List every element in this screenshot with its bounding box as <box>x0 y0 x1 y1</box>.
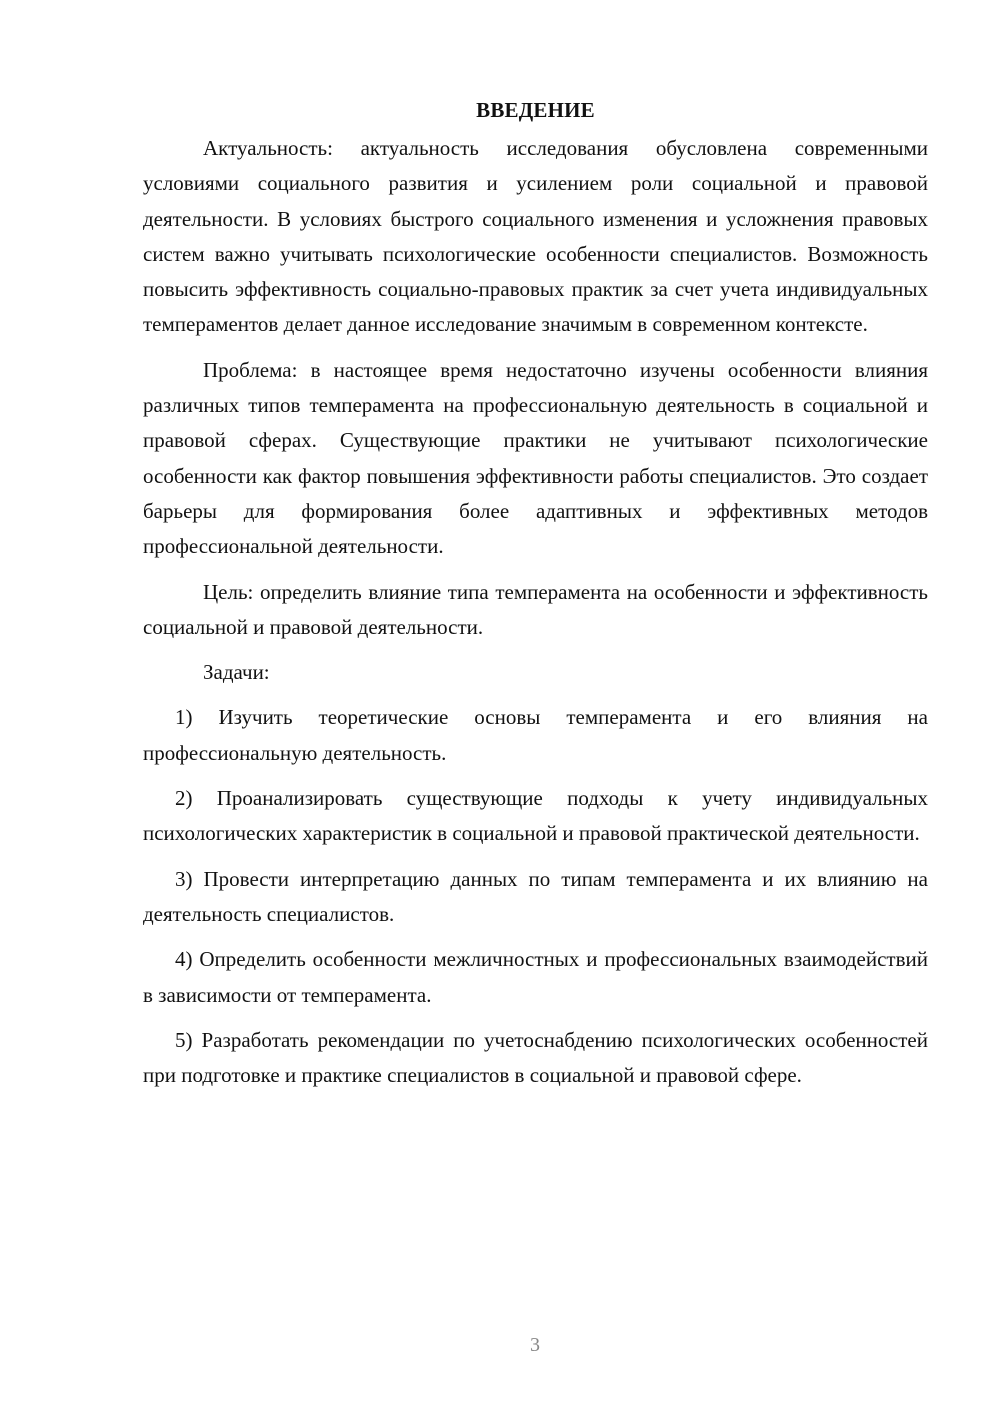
task-item-2: 2) Проанализировать существующие подходы к учету индивидуальных психологических характеристик в социальной и правовой практической деятельности. <box>143 786 928 846</box>
task-item-3: 3) Провести интерпретацию данных по типам темперамента и их влиянию на деятельность специалистов. <box>143 866 928 926</box>
document-page <box>143 95 928 1093</box>
problem-paragraph: Проблема: в настоящее время недостаточно изучены особенности влияния различных типов темперамента на профессиональную деятельность в социальной и правовой сферах. Существующие практики не учитывают психологические особенности как фактор повышения эффективности работы специалистов. Это создает барьеры для формирования более адаптивных и эффективных методов профессиональной деятельности. <box>143 357 928 559</box>
tasks-label: Задачи: <box>203 660 270 685</box>
task-item-4: 4) Определить особенности межличностных и профессиональных взаимодействий в зависимости от темперамента. <box>143 947 928 1007</box>
task-item-5: 5) Разработать рекомендации по учетоснабдению психологических особенностей при подготовке и практике специалистов в социальной и правовой сфере. <box>143 1027 928 1088</box>
relevance-paragraph: Актуальность: актуальность исследования обусловлена современными условиями социального развития и усилением роли социальной и правовой деятельности. В условиях быстрого социального изменения и усложнения правовых систем важно учитывать психологические особенности специалистов. Возможность повысить эффективность социально-правовых практик за счет учета индивидуальных темпераментов делает данное исследование значимым в современном контексте. <box>143 136 928 337</box>
task-item-1: 1) Изучить теоретические основы темперамента и его влияния на профессиональную деятельность. <box>143 705 928 765</box>
section-heading: ВВЕДЕНИЕ <box>476 98 595 122</box>
page-number: 3 <box>530 1334 540 1356</box>
goal-paragraph: Цель: определить влияние типа темперамента на особенности и эффективность социальной и правовой деятельности. <box>143 579 928 639</box>
